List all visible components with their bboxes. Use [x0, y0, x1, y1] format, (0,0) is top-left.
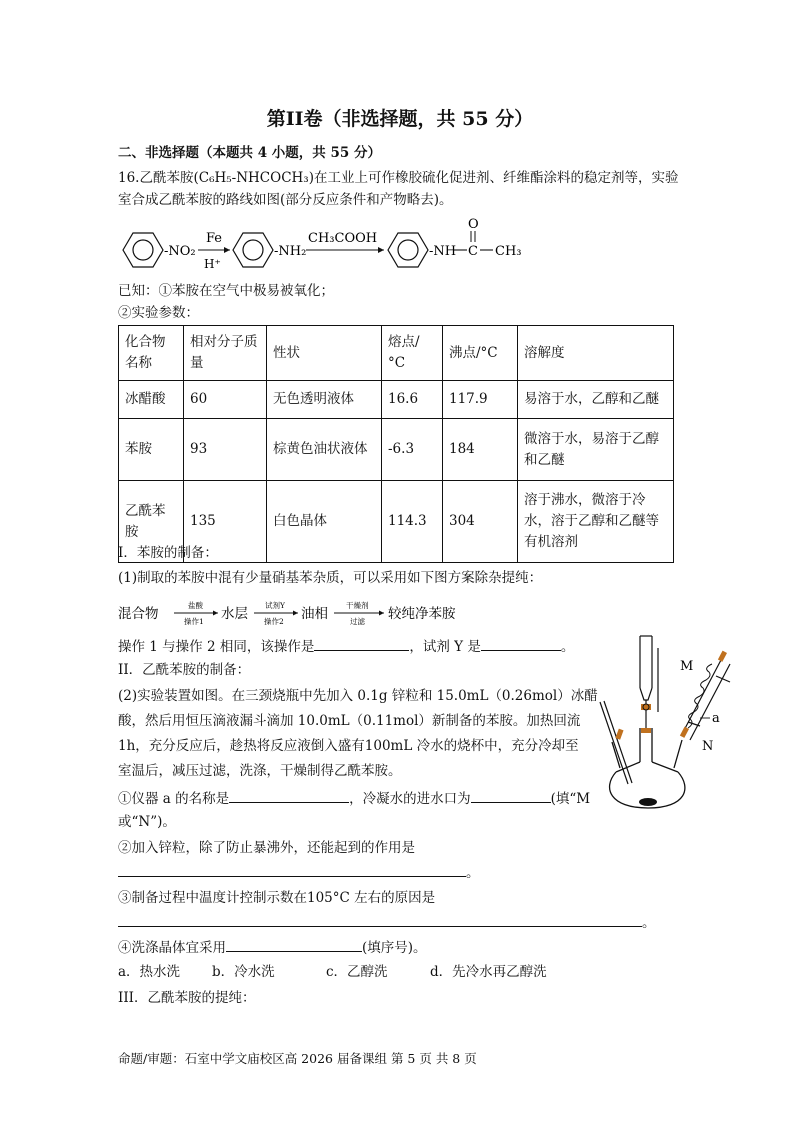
dropping-funnel [640, 636, 658, 728]
middle-neck-stopper [641, 728, 651, 733]
q2a-text-3: (填“M [550, 791, 591, 807]
label-n: N [702, 739, 714, 754]
h-plus: H⁺ [204, 257, 221, 271]
benzene-ring-2 [233, 233, 273, 267]
table-cell: 16.6 [382, 381, 443, 419]
table-cell: 白色晶体 [267, 481, 382, 563]
part3-heading: III．乙酰苯胺的提纯： [118, 990, 256, 1006]
q2-line-3: 1h，充分反应后，趁热将反应液倒入盛有100mL 冷水的烧杯中，充分冷却至 [118, 738, 579, 754]
nh-group: -NH [429, 244, 457, 259]
condenser-joint [680, 727, 689, 738]
q2-sub-d [118, 937, 427, 958]
apparatus-diagram [588, 632, 748, 812]
table-cell: 无色透明液体 [267, 381, 382, 419]
header-cell: 溶解度 [518, 326, 674, 381]
carbonyl-oxygen: O [468, 217, 479, 232]
answer-blank-water-inlet[interactable] [471, 788, 551, 803]
amine-group: -NH₂ [274, 244, 307, 259]
q2-sub-b-answer-line [118, 862, 480, 883]
q1-fill-end: 。 [560, 639, 575, 655]
answer-blank-operation[interactable] [314, 636, 409, 651]
benzene-ring-1 [123, 233, 163, 267]
table-row [119, 381, 674, 419]
q2d-text-2: (填序号)。 [362, 940, 427, 956]
table-cell: 60 [184, 381, 267, 419]
nitro-group: -NO₂ [164, 244, 196, 259]
flow-arrow3-top: 干燥剂 [346, 601, 369, 610]
flow-arrow-2-head [293, 611, 298, 616]
flow-arrow2-bottom: 操作2 [264, 617, 284, 626]
table-cell: 114.3 [382, 481, 443, 563]
answer-blank-zinc-role[interactable] [118, 862, 466, 877]
purification-flow [118, 598, 518, 628]
header-cell: 沸点/°C [443, 326, 518, 381]
table-cell: 冰醋酸 [119, 381, 184, 419]
option-c[interactable]: c．乙醇洗 [326, 964, 388, 980]
q2d-text-1: ④洗涤晶体宜采用 [118, 940, 226, 956]
table-cell: 乙酰苯胺 [119, 481, 184, 563]
table-row [119, 419, 674, 481]
header-cell: 相对分子质量 [184, 326, 267, 381]
q2a-text-1: ①仪器 a 的名称是 [118, 791, 230, 807]
arrow-1-head [224, 247, 230, 253]
table-cell: 棕黄色油状液体 [267, 419, 382, 481]
q2-sub-c-answer-line [118, 912, 656, 933]
q2b-end: 。 [466, 865, 480, 881]
known-item-2: ②实验参数： [118, 305, 199, 321]
table-cell: 135 [184, 481, 267, 563]
q2c-end: 。 [642, 915, 656, 931]
flow-arrow1-bottom: 操作1 [184, 617, 204, 626]
q16-intro-line2: 室合成乙酰苯胺的路线如图(部分反应条件和产物略去)。 [118, 192, 453, 208]
table-cell: 易溶于水，乙醇和乙醚 [518, 381, 674, 419]
part1-heading: I．苯胺的制备： [118, 545, 218, 561]
header-cell: 性状 [267, 326, 382, 381]
q2-sub-b: ②加入锌粒，除了防止暴沸外，还能起到的作用是 [118, 840, 415, 856]
option-d[interactable]: d．先冷水再乙醇洗 [430, 964, 547, 980]
header-cell: 化合物名称 [119, 326, 184, 381]
q2a-text-2: ，冷凝水的进水口为 [349, 791, 471, 807]
flow-step-mixture: 混合物 [118, 606, 159, 622]
answer-blank-instrument[interactable] [229, 788, 349, 803]
answer-blank-temperature-reason[interactable] [118, 912, 642, 927]
table-cell: -6.3 [382, 419, 443, 481]
q1-text: (1)制取的苯胺中混有少量硝基苯杂质，可以采用如下图方案除杂提纯： [118, 570, 543, 586]
flow-arrow3-bottom: 过滤 [350, 617, 365, 626]
carbonyl-carbon: C [468, 244, 478, 259]
flow-step-product: 较纯净苯胺 [388, 606, 456, 622]
three-neck-flask [610, 728, 685, 808]
acetic-acid-reagent: CH₃COOH [308, 231, 378, 246]
q2-line-2: 酸，然后用恒压滴液漏斗滴加 10.0mL（0.11mol）新制备的苯胺。加热回流 [118, 713, 581, 729]
q2-line-1: (2)实验装置如图。在三颈烧瓶中先加入 0.1g 锌粒和 15.0mL（0.26mol）冰醋 [118, 688, 598, 704]
part2-heading: II．乙酰苯胺的制备： [118, 662, 251, 678]
known-item-1: 已知：①苯胺在空气中极易被氧化； [118, 283, 334, 299]
q2-sub-c: ③制备过程中温度计控制示数在105°C 左右的原因是 [118, 890, 436, 906]
reaction-scheme [118, 216, 538, 278]
label-m: M [680, 659, 694, 674]
q1-fill-text-a: 操作 1 与操作 2 相同，该操作是 [118, 639, 315, 655]
option-b[interactable]: b．冷水洗 [212, 964, 275, 980]
q1-fill-line [118, 636, 574, 657]
option-a[interactable]: a．热水洗 [118, 964, 181, 980]
flow-step-oil: 油相 [301, 606, 328, 622]
flow-arrow2-top: 试剂Y [265, 601, 285, 610]
condenser-top-stopper [718, 651, 727, 662]
section-heading: 二、非选择题（本题共 4 小题，共 55 分） [118, 145, 381, 161]
table-cell: 苯胺 [119, 419, 184, 481]
table-cell: 184 [443, 419, 518, 481]
thermometer-stopper [615, 729, 623, 740]
page-footer: 命题/审题：石室中学文庙校区高 2026 届备课组 第 5 页 共 8 页 [118, 1051, 477, 1066]
table-cell: 304 [443, 481, 518, 563]
table-cell: 微溶于水，易溶于乙醇和乙醚 [518, 419, 674, 481]
table-cell: 93 [184, 419, 267, 481]
table-cell: 117.9 [443, 381, 518, 419]
flow-step-aqueous: 水层 [221, 606, 248, 622]
parameter-table [118, 325, 674, 563]
table-cell: 溶于沸水，微溶于冷水，溶于乙醇和乙醚等有机溶剂 [518, 481, 674, 563]
methyl-group: CH₃ [495, 244, 522, 259]
q2-sub-a [118, 788, 590, 809]
q2-line-4: 室温后，减压过滤，洗涤，干燥制得乙酰苯胺。 [118, 763, 402, 779]
q2a-text-4: 或“N”)。 [118, 814, 176, 830]
page-title: 第II卷（非选择题，共 55 分） [266, 108, 534, 130]
arrow-2-head [378, 247, 384, 253]
flow-arrow-1-head [213, 611, 218, 616]
table-header-row [119, 326, 674, 381]
label-a: a [712, 711, 720, 726]
fe-catalyst: Fe [206, 231, 223, 246]
benzene-ring-3 [388, 233, 428, 267]
flow-arrow1-top: 盐酸 [188, 601, 203, 610]
answer-blank-washing[interactable] [226, 937, 362, 952]
zinc-granules [639, 798, 657, 806]
q16-intro-line1: 16.乙酰苯胺(C₆H₅-NHCOCH₃)在工业上可作橡胶硫化促进剂、纤维酯涂料的稳定剂等，实验 [118, 170, 679, 186]
answer-blank-reagent[interactable] [481, 636, 561, 651]
q1-fill-text-b: ，试剂 Y 是 [409, 639, 481, 655]
header-cell: 熔点/°C [382, 326, 443, 381]
flow-arrow-3-head [379, 611, 384, 616]
